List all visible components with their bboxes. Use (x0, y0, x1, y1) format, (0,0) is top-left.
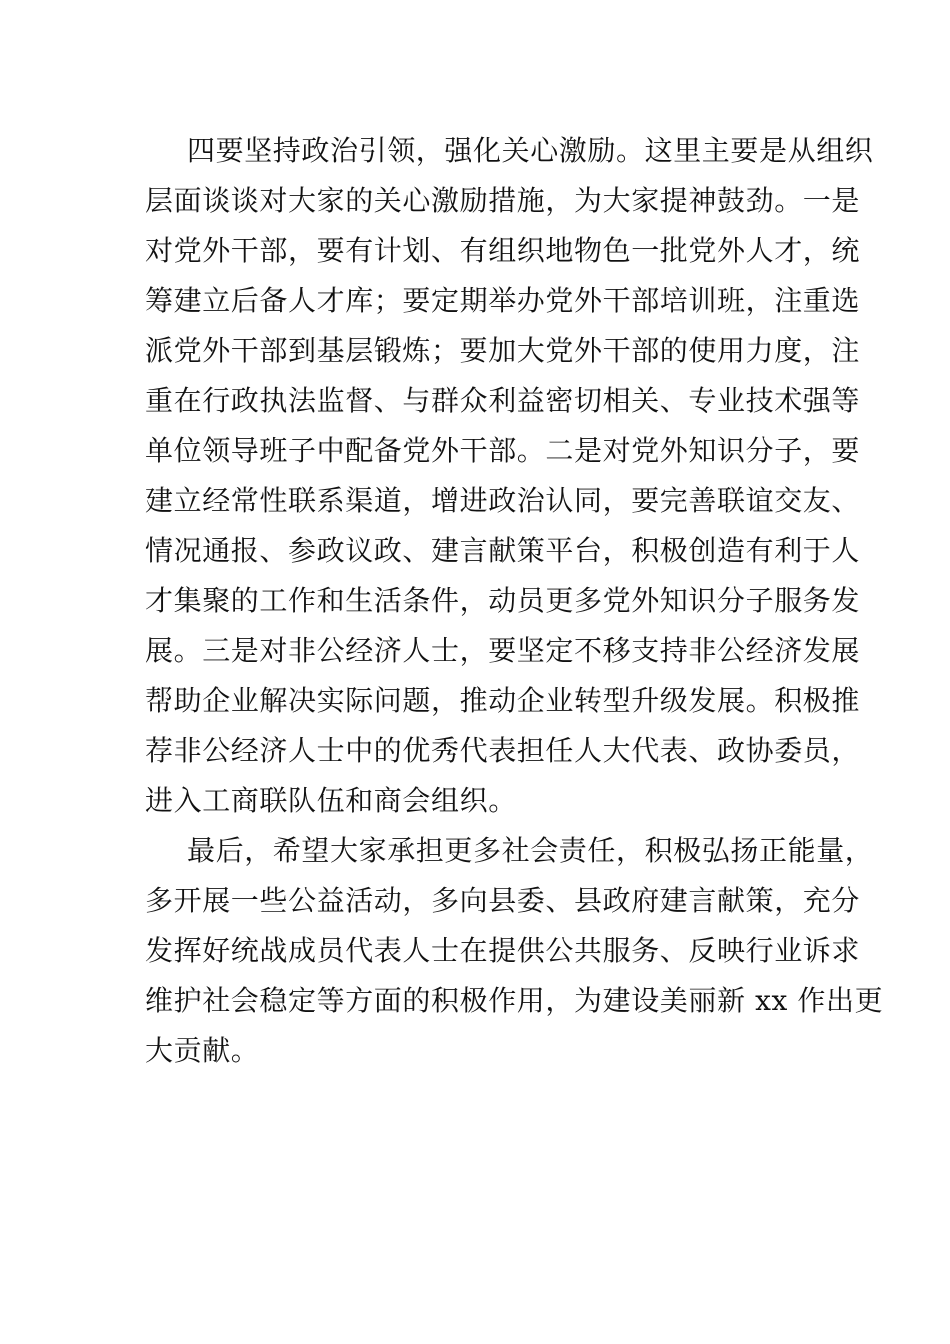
text-line: 大贡献。 (145, 1034, 260, 1067)
text-line: 进入工商联队伍和商会组织。 (145, 784, 517, 817)
text-line: 层面谈谈对大家的关心激励措施，为大家提神鼓劲。一是 (145, 184, 861, 217)
text-line: 对党外干部，要有计划、有组织地物色一批党外人才，统 (145, 234, 861, 267)
text-line: 派党外干部到基层锻炼；要加大党外干部的使用力度，注 (145, 334, 861, 367)
text-line: 最后，希望大家承担更多社会责任，积极弘扬正能量， (187, 834, 874, 867)
text-line: 发挥好统战成员代表人士在提供公共服务、反映行业诉求 (145, 934, 861, 967)
text-line: 展。三是对非公经济人士，要坚定不移支持非公经济发展 (145, 634, 861, 667)
text-line: 才集聚的工作和生活条件，动员更多党外知识分子服务发 (145, 584, 861, 617)
text-line: 重在行政执法监督、与群众利益密切相关、专业技术强等 (145, 384, 861, 417)
text-line: 四要坚持政治引领，强化关心激励。这里主要是从组织 (187, 134, 874, 167)
text-line: 建立经常性联系渠道，增进政治认同，要完善联谊交友、 (145, 484, 861, 517)
text-line: 维护社会稳定等方面的积极作用，为建设美丽新 xx 作出更 (145, 984, 884, 1017)
text-line: 筹建立后备人才库；要定期举办党外干部培训班，注重选 (145, 284, 861, 317)
document-body (145, 126, 884, 1076)
text-line: 荐非公经济人士中的优秀代表担任人大代表、政协委员， (145, 734, 861, 767)
text-line: 情况通报、参政议政、建言献策平台，积极创造有利于人 (145, 534, 861, 567)
text-line: 单位领导班子中配备党外干部。二是对党外知识分子，要 (145, 434, 861, 467)
text-line: 多开展一些公益活动，多向县委、县政府建言献策，充分 (145, 884, 861, 917)
paragraph-2 (145, 826, 884, 1076)
text-line: 帮助企业解决实际问题，推动企业转型升级发展。积极推 (145, 684, 861, 717)
paragraph-1 (145, 126, 874, 826)
